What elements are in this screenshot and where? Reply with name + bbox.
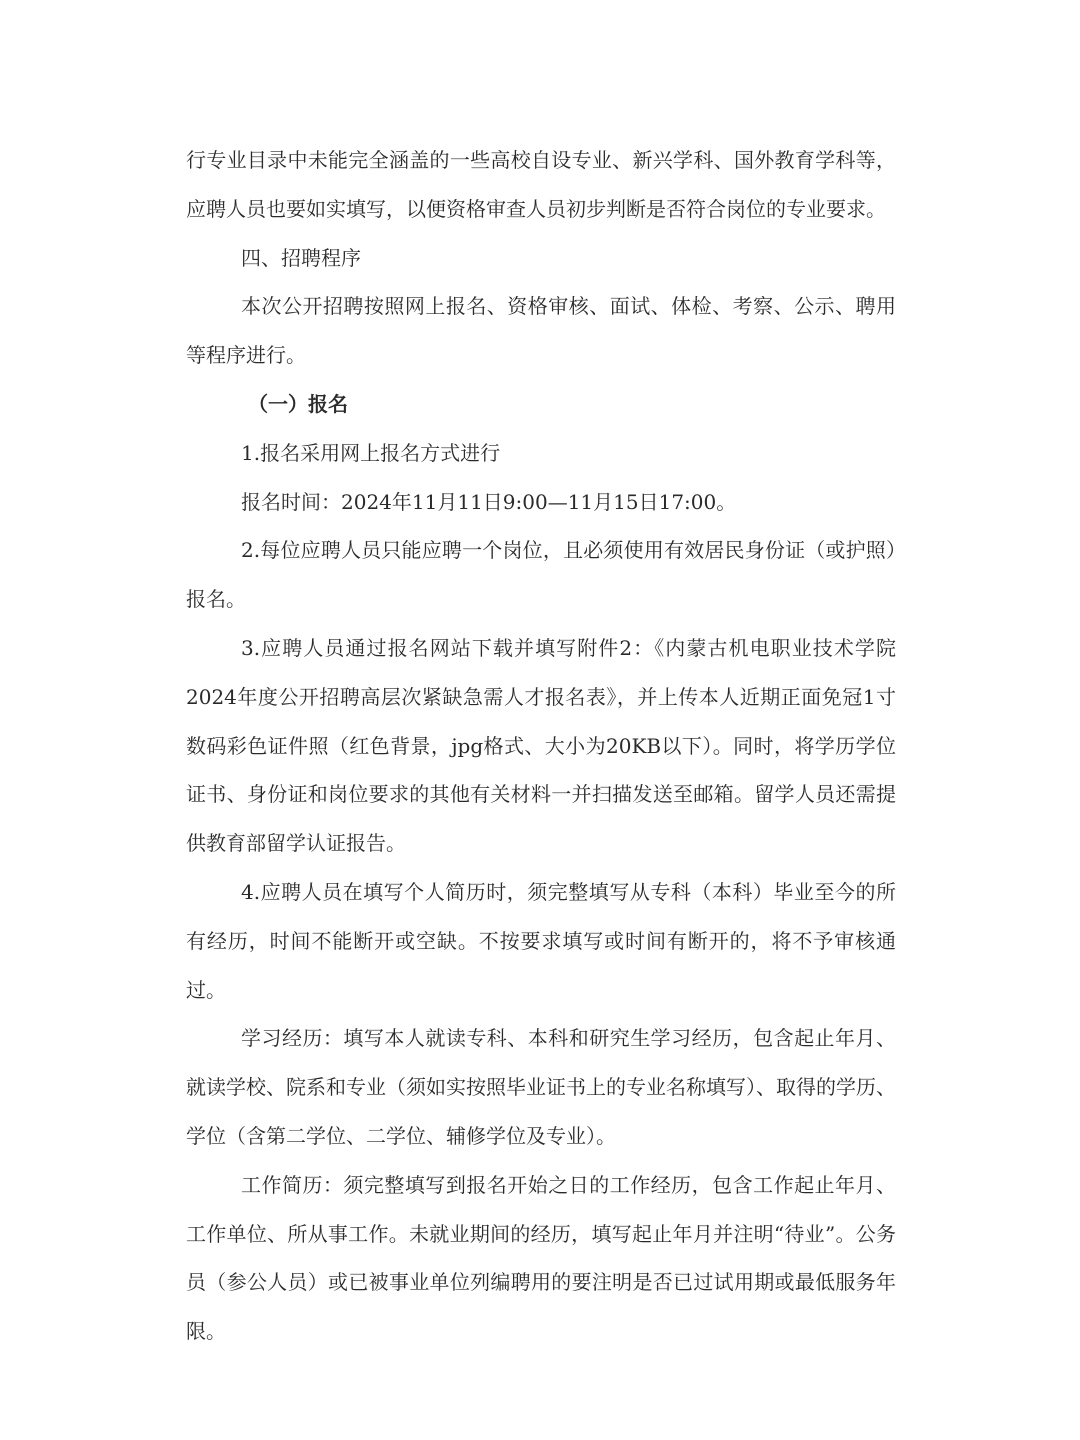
document-page (186, 136, 896, 1356)
paragraph-application-form: 3.应聘人员通过报名网站下载并填写附件2：《内蒙古机电职业技术学院2024年度公开招聘高层次紧缺急需人才报名表》，并上传本人近期正面免冠1寸数码彩色证件照（红色背景，jpg格式、大小为20KB以下）。同时，将学历学位证书、身份证和岗位要求的其他有关材料一并扫描发送至邮箱。留学人员还需提供教育部留学认证报告。 (186, 635, 896, 856)
paragraph-study-history: 学习经历：填写本人就读专科、本科和研究生学习经历，包含起止年月、就读学校、院系和专业（须如实按照毕业证书上的专业名称填写）、取得的学历、学位（含第二学位、二学位、辅修学位及专业）。 (186, 1026, 896, 1148)
subsection-heading-registration: （一）报名 (248, 391, 348, 416)
paragraph-procedure-overview: 本次公开招聘按照网上报名、资格审核、面试、体检、考察、公示、聘用等程序进行。 (186, 294, 896, 368)
paragraph-resume-requirements: 4.应聘人员在填写个人简历时，须完整填写从专科（本科）毕业至今的所有经历，时间不能断开或空缺。不按要求填写或时间有断开的，将不予审核通过。 (186, 879, 896, 1002)
paragraph-work-history: 工作简历：须完整填写到报名开始之日的工作经历，包含工作起止年月、工作单位、所从事工作。未就业期间的经历，填写起止年月并注明“待业”。公务员（参公人员）或已被事业单位列编聘用的要注明是否已过试用期或最低服务年限。 (186, 1172, 896, 1344)
paragraph-major-catalog-note: 行专业目录中未能完全涵盖的一些高校自设专业、新兴学科、国外教育学科等，应聘人员也要如实填写，以便资格审查人员初步判断是否符合岗位的专业要求。 (186, 148, 896, 221)
paragraph-one-position-rule: 2.每位应聘人员只能应聘一个岗位，且必须使用有效居民身份证（或护照）报名。 (186, 538, 896, 612)
paragraph-online-registration: 1.报名采用网上报名方式进行 (241, 440, 501, 465)
paragraph-registration-time: 报名时间：2024年11月11日9:00—11月15日17:00。 (241, 489, 737, 514)
section-heading-recruitment-procedure: 四、招聘程序 (241, 245, 361, 270)
